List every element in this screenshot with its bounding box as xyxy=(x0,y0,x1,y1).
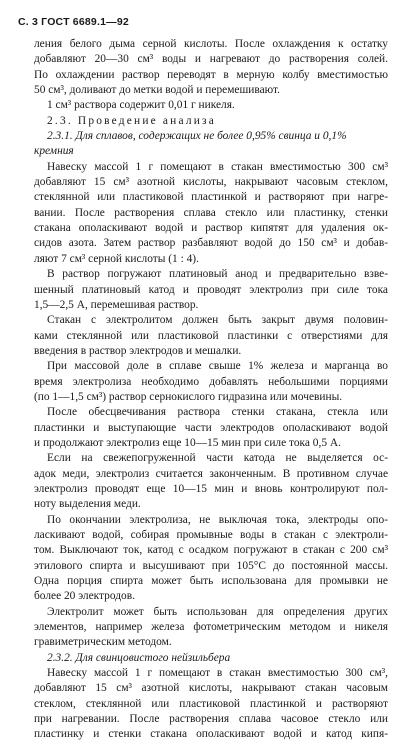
text-line: электролиз проводят еще 10—15 мин и вновь контролируют пол- xyxy=(34,482,388,495)
text-line: добавляют 15 см³ азотной кислоты, накрывают стакан часовым xyxy=(34,682,388,695)
text-line: этилового спирта и высушивают при 105°С до постоянной массы. xyxy=(34,559,388,572)
text-line: Если на свежепогруженной части катода не выделяется ос- xyxy=(47,452,388,465)
text-line: элементов, например железа фотометрическим методом и никеля xyxy=(34,621,388,634)
text-line: стеклом, стеклянной или пластиковой пластинкой и растворяют xyxy=(34,697,388,710)
text-line: пластинку и стенки стакана ополаскивают водой и катод кипя- xyxy=(34,728,388,741)
text-line: 1 см³ раствора содержит 0,01 г никеля. xyxy=(47,99,235,112)
document-body xyxy=(0,37,410,743)
text-line: ляют 7 см³ серной кислоты (1 : 4). xyxy=(34,252,199,265)
page-header: С. 3 ГОСТ 6689.1—92 xyxy=(18,16,129,28)
text-line: ноту выделения меди. xyxy=(34,498,141,511)
text-line: Навеску массой 1 г помещают в стакан вместимостью 300 см³, xyxy=(47,667,388,680)
text-line: По охлаждении раствор переводят в мерную колбу вместимостью xyxy=(34,68,388,81)
text-line: Навеску массой 1 г помещают в стакан вместимостью 300 см³ xyxy=(47,160,388,173)
text-line: ками стеклянной или пластиковой пластинки с отверстиями для xyxy=(34,329,388,342)
text-line: введения в раствор электродов и мешалки. xyxy=(34,344,242,357)
text-line: 1,5—2,5 А, перемешивая раствор. xyxy=(34,298,199,311)
text-line: ласкивают водой, собирая промывные воды в стакан с электроли- xyxy=(34,529,388,541)
text-line: Электролит может быть использован для определения других xyxy=(47,605,388,618)
text-line: сидов азота. Затем раствор разбавляют водой до 150 см³ и добав- xyxy=(34,237,388,250)
text-line: Стакан с электролитом должен быть закрыт двумя половин- xyxy=(47,314,388,327)
text-line: После обесцвечивания раствора стенки стакана, стекла или xyxy=(47,406,388,419)
text-line: гравиметрическим методом. xyxy=(34,636,172,649)
text-line: По окончании электролиза, не выключая тока, электроды опо- xyxy=(47,513,388,526)
text-line: Одна порция спирта может быть использована для промывки не xyxy=(34,575,388,588)
text-line: 2.3.1. Для сплавов, содержащих не более 0,95% свинца и 0,1% xyxy=(47,130,347,143)
text-line: стакана ополаскивают водой и раствор кипятят для удаления ок- xyxy=(34,222,388,235)
text-line: и продолжают электролиз еще 10—15 мин при силе тока 0,5 А. xyxy=(34,436,341,449)
text-line: добавляют 15 см³ азотной кислоты, накрывают часовым стеклом, xyxy=(34,176,388,189)
text-line: более 20 электродов. xyxy=(34,590,135,603)
text-line: 2.3. Проведение анализа xyxy=(47,114,216,127)
text-line: В раствор погружают платиновый анод и предварительно взве- xyxy=(47,268,388,281)
text-line: время электролиза необходимо добавлять небольшими порциями xyxy=(34,375,388,388)
text-line: добавляют 20—30 см³ воды и нагревают до растворения солей. xyxy=(34,53,388,66)
text-line: кремния xyxy=(34,145,74,158)
text-line: 50 см³, доливают до метки водой и перемешивают. xyxy=(34,84,280,97)
text-line: При массовой доле в сплаве свыше 1% железа и марганца во xyxy=(47,360,388,373)
text-line: 2.3.2. Для свинцовистого нейзильбера xyxy=(47,651,231,664)
text-line: стеклянной или пластиковой пластинкой и растворяют при нагре- xyxy=(34,191,388,204)
text-line: ления белого дыма серной кислоты. После охлаждения к остатку xyxy=(34,38,388,50)
text-line: шенный платиновый катод и проводят электролиз при силе тока xyxy=(34,283,388,296)
text-line: адок меди, электролиз считается законченным. В противном случае xyxy=(34,467,388,480)
text-line: (по 1—1,5 см³) раствор сернокислого гидразина или мочевины. xyxy=(34,390,343,403)
text-line: том. Выключают ток, катод с осадком погружают в стакан с 200 см³ xyxy=(34,544,388,557)
text-line: вании. После растворения сплава стекло или пластинку, стенки xyxy=(34,206,388,219)
text-line: пластинки и выступающие части электродов ополаскивают водой xyxy=(34,421,388,434)
text-line: при нагревании. После растворения сплава часовое стекло или xyxy=(34,713,388,726)
